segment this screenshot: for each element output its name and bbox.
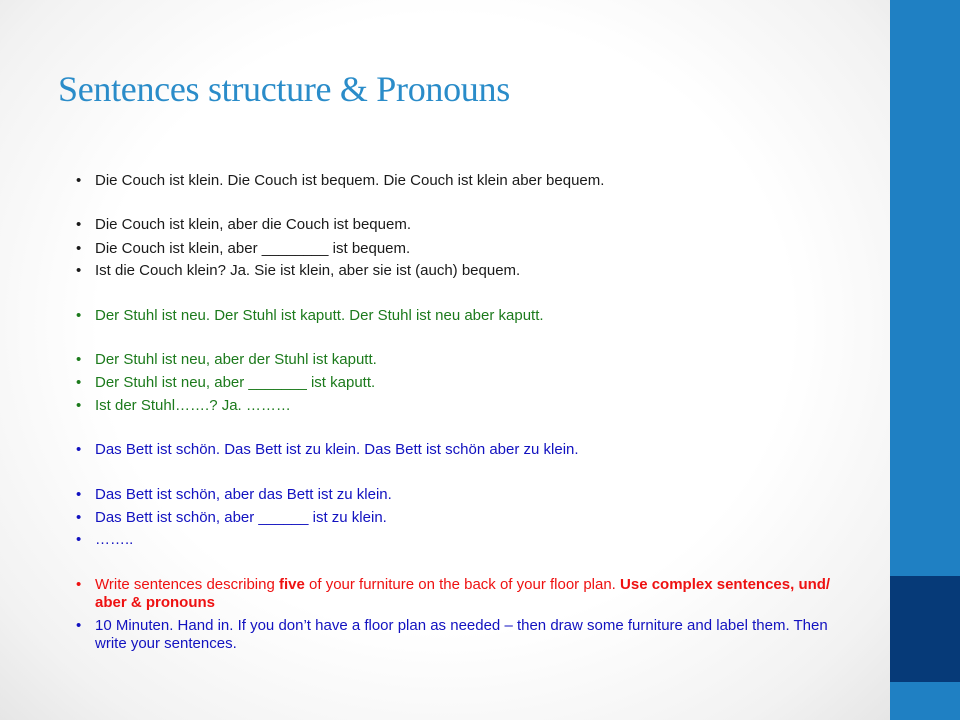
bullet-couch-4: • Ist die Couch klein? Ja. Sie ist klein, aber sie ist (auch) bequem. bbox=[95, 262, 835, 280]
bullet-stuhl-2: • Der Stuhl ist neu, aber der Stuhl ist kaputt. bbox=[95, 351, 835, 369]
bullet-assignment bbox=[95, 576, 835, 612]
bullet-couch-1: • Die Couch ist klein. Die Couch ist bequem. Die Couch ist klein aber bequem. bbox=[95, 172, 835, 190]
bullet-couch-3: • Die Couch ist klein, aber ________ ist bequem. bbox=[95, 240, 835, 258]
bullet-stuhl-4: • Ist der Stuhl…….? Ja. ……… bbox=[95, 397, 835, 415]
bullet-instructions: • 10 Minuten. Hand in. If you don’t have a floor plan as needed – then draw some furniture and label them. Then write your sentences. bbox=[95, 617, 835, 653]
bullet-couch-2: • Die Couch ist klein, aber die Couch ist bequem. bbox=[95, 216, 835, 234]
bullet-stuhl-3: • Der Stuhl ist neu, aber _______ ist kaputt. bbox=[95, 374, 835, 392]
sidebar-accent-block bbox=[890, 576, 960, 682]
assignment-emphasis-five: five bbox=[278, 576, 305, 593]
bullet-bett-1: • Das Bett ist schön. Das Bett ist zu klein. Das Bett ist schön aber zu klein. bbox=[95, 441, 835, 459]
bullet-bett-4: • …….. bbox=[95, 531, 835, 549]
bullet-bett-3: • Das Bett ist schön, aber ______ ist zu klein. bbox=[95, 509, 835, 527]
assignment-text-2: of your furniture on the back of your floor plan. bbox=[304, 576, 621, 593]
bullet-bett-2: • Das Bett ist schön, aber das Bett ist zu klein. bbox=[95, 486, 835, 504]
slide-title: Sentences structure & Pronouns bbox=[58, 69, 510, 109]
assignment-emphasis-complex: Use complex sentences, und/ aber & pronouns bbox=[95, 576, 831, 611]
assignment-text-1: Write sentences describing bbox=[95, 576, 279, 593]
bullet-stuhl-1: • Der Stuhl ist neu. Der Stuhl ist kaputt. Der Stuhl ist neu aber kaputt. bbox=[95, 307, 835, 325]
